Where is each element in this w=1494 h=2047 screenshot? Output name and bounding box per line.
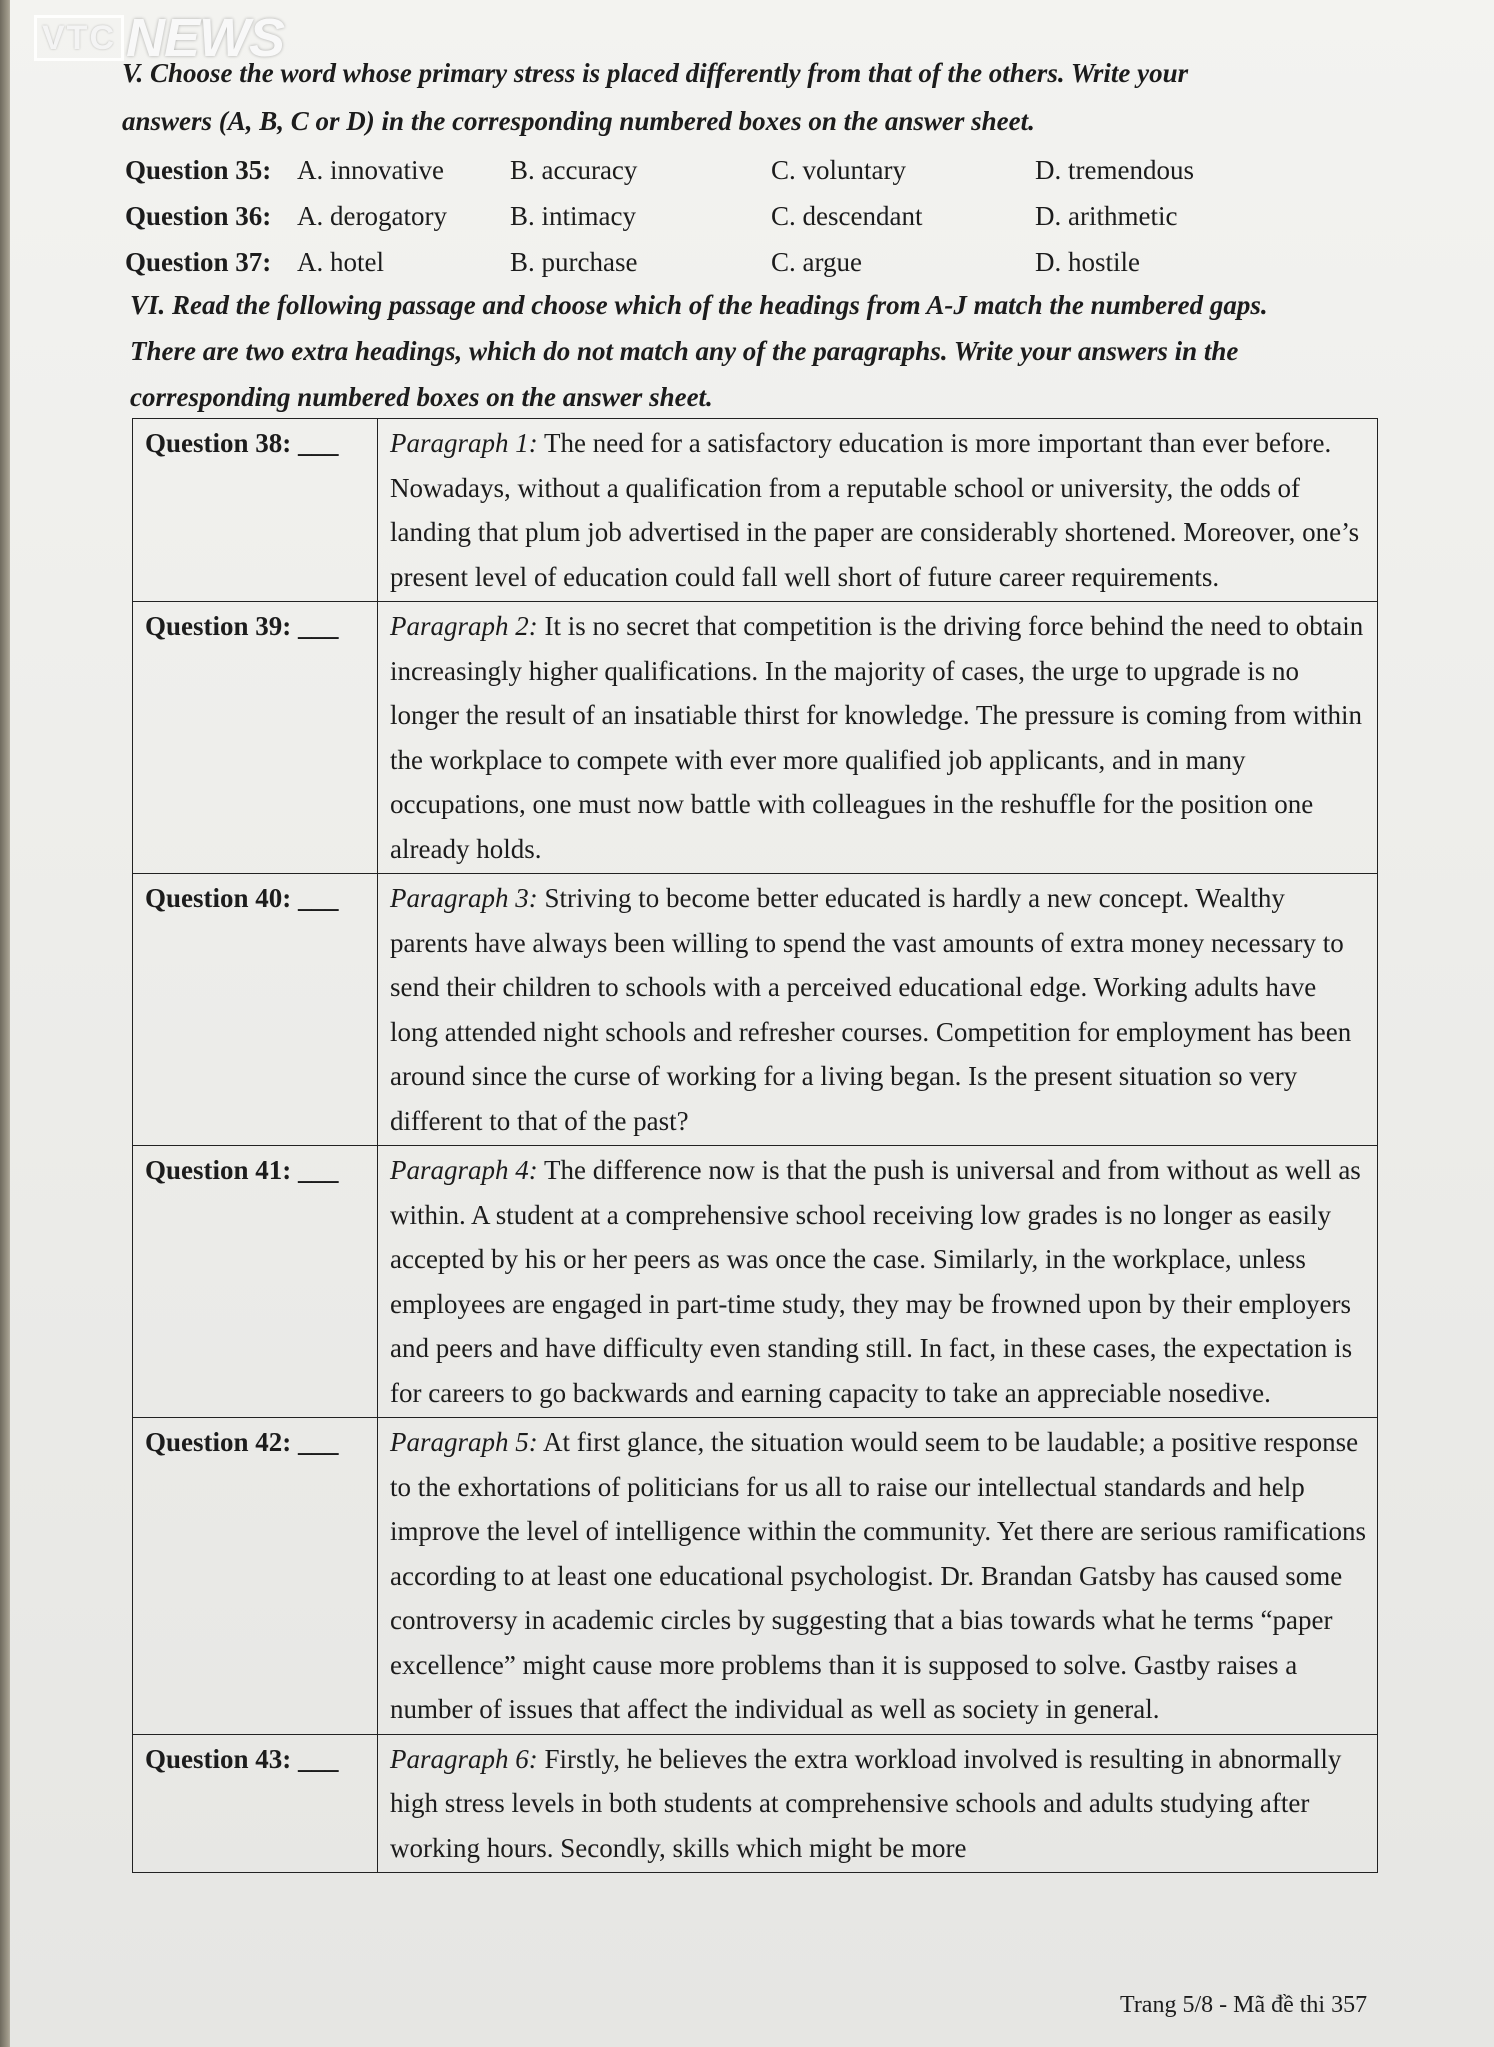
paragraph-label: Paragraph 2: [390,611,538,641]
table-row [133,419,1378,602]
table-row [133,1734,1378,1873]
table-row [133,874,1378,1146]
option-a: A. derogatory [297,201,447,231]
paragraph-label: Paragraph 4: [390,1155,538,1185]
question-label: Question 37: [125,247,272,277]
option-c: C. argue [771,247,862,277]
paragraph-label: Paragraph 5: [390,1427,538,1457]
option-d: D. arithmetic [1035,201,1178,231]
option-c: C. descendant [771,201,923,231]
table-row [133,602,1378,874]
paragraph-text: It is no secret that competition is the driving force behind the need to obtain increasingly higher qualifications. In the majority of cases, the urge to upgrade is no longer the result of an insatiable thirst for knowledge. The pressure is coming from within the workplace to compete with ever more qualified job applicants, and in many occupations, one must now battle with colleagues in the reshuffle for the position one already holds. [390,611,1364,864]
option-b: B. intimacy [510,201,636,231]
option-d: D. hostile [1035,247,1140,277]
paragraph-cell [378,874,1378,1146]
question-blank: Question 39: ___ [133,602,378,874]
paragraph-text: At first glance, the situation would seem to be laudable; a positive response to the exhortations of politicians for us all to raise our intellectual standards and help improve the level of intelligence within the community. Yet there are serious ramifications according to at least one educational psychologist. Dr. Brandan Gatsby has caused some controversy in academic circles by suggesting that a bias towards what he terms “paper excellence” might cause more problems than it is supposed to solve. Gastby raises a number of issues that affect the individual as well as society in general. [390,1427,1366,1724]
logo-vtc-text: VTC [34,15,124,61]
option-a: A. hotel [297,247,384,277]
section-5-instruction-line-2: answers (A, B, C or D) in the corresponding numbered boxes on the answer sheet. [122,106,1035,136]
paragraph-cell [378,1418,1378,1735]
paragraph-text: The need for a satisfactory education is more important than ever before. Nowadays, without a qualification from a reputable school or university, the odds of landing that plum job advertised in the paper are considerably shortened. Moreover, one’s present level of education could fall well short of future career requirements. [390,428,1360,592]
paragraph-label: Paragraph 6: [390,1743,538,1774]
paragraph-cell [378,1734,1378,1873]
section-5-instruction-line-1: V. Choose the word whose primary stress is placed differently from that of the others. Write your [122,58,1189,88]
question-blank: Question 38: ___ [133,419,378,602]
question-label: Question 35: [125,155,272,185]
option-d: D. tremendous [1035,155,1194,185]
paragraph-text: Firstly, he believes the extra workload involved is resulting in abnormally high stress levels in both students at comprehensive schools and adults studying after working hours. Secondly, skills which might be more [390,1743,1342,1863]
option-b: B. purchase [510,247,638,277]
section-6-instruction-line-3: corresponding numbered boxes on the answer sheet. [130,382,713,412]
paragraph-label: Paragraph 3: [390,883,538,913]
question-blank: Question 41: ___ [133,1146,378,1418]
question-blank: Question 42: ___ [133,1418,378,1735]
paragraph-cell [378,419,1378,602]
question-blank: Question 43: ___ [133,1734,378,1873]
option-b: B. accuracy [510,155,638,185]
paragraph-text: Striving to become better educated is hardly a new concept. Wealthy parents have always been willing to spend the vast amounts of extra money necessary to send their children to schools with a perceived educational edge. Working adults have long attended night schools and refresher courses. Competition for employment has been around since the curse of working for a living began. Is the present situation so very different to that of the past? [390,883,1352,1136]
paragraph-cell [378,602,1378,874]
table-row [133,1418,1378,1735]
page-footer: Trang 5/8 - Mã đề thi 357 [1120,1992,1368,2018]
option-c: C. voluntary [771,155,906,185]
paragraph-text: The difference now is that the push is universal and from without as well as within. A student at a comprehensive school receiving low grades is no longer as easily accepted by his or her peers as was once the case. Similarly, in the workplace, unless employees are engaged in part-time study, they may be frowned upon by their employers and peers and have difficulty even standing still. In fact, in these cases, the expectation is for careers to go backwards and earning capacity to take an appreciable nosedive. [390,1155,1361,1408]
paragraph-label: Paragraph 1: [390,428,538,458]
section-6-instruction-line-1: VI. Read the following passage and choose which of the headings from A-J match the numbered gaps. [130,290,1268,320]
table-row [133,1146,1378,1418]
question-blank: Question 40: ___ [133,874,378,1146]
passage-table [132,418,1378,1873]
question-label: Question 36: [125,201,272,231]
option-a: A. innovative [297,155,444,185]
logo-news-text: NEWS [126,8,284,68]
paragraph-cell [378,1146,1378,1418]
section-6-instruction-line-2: There are two extra headings, which do not match any of the paragraphs. Write your answers in the [130,336,1239,366]
